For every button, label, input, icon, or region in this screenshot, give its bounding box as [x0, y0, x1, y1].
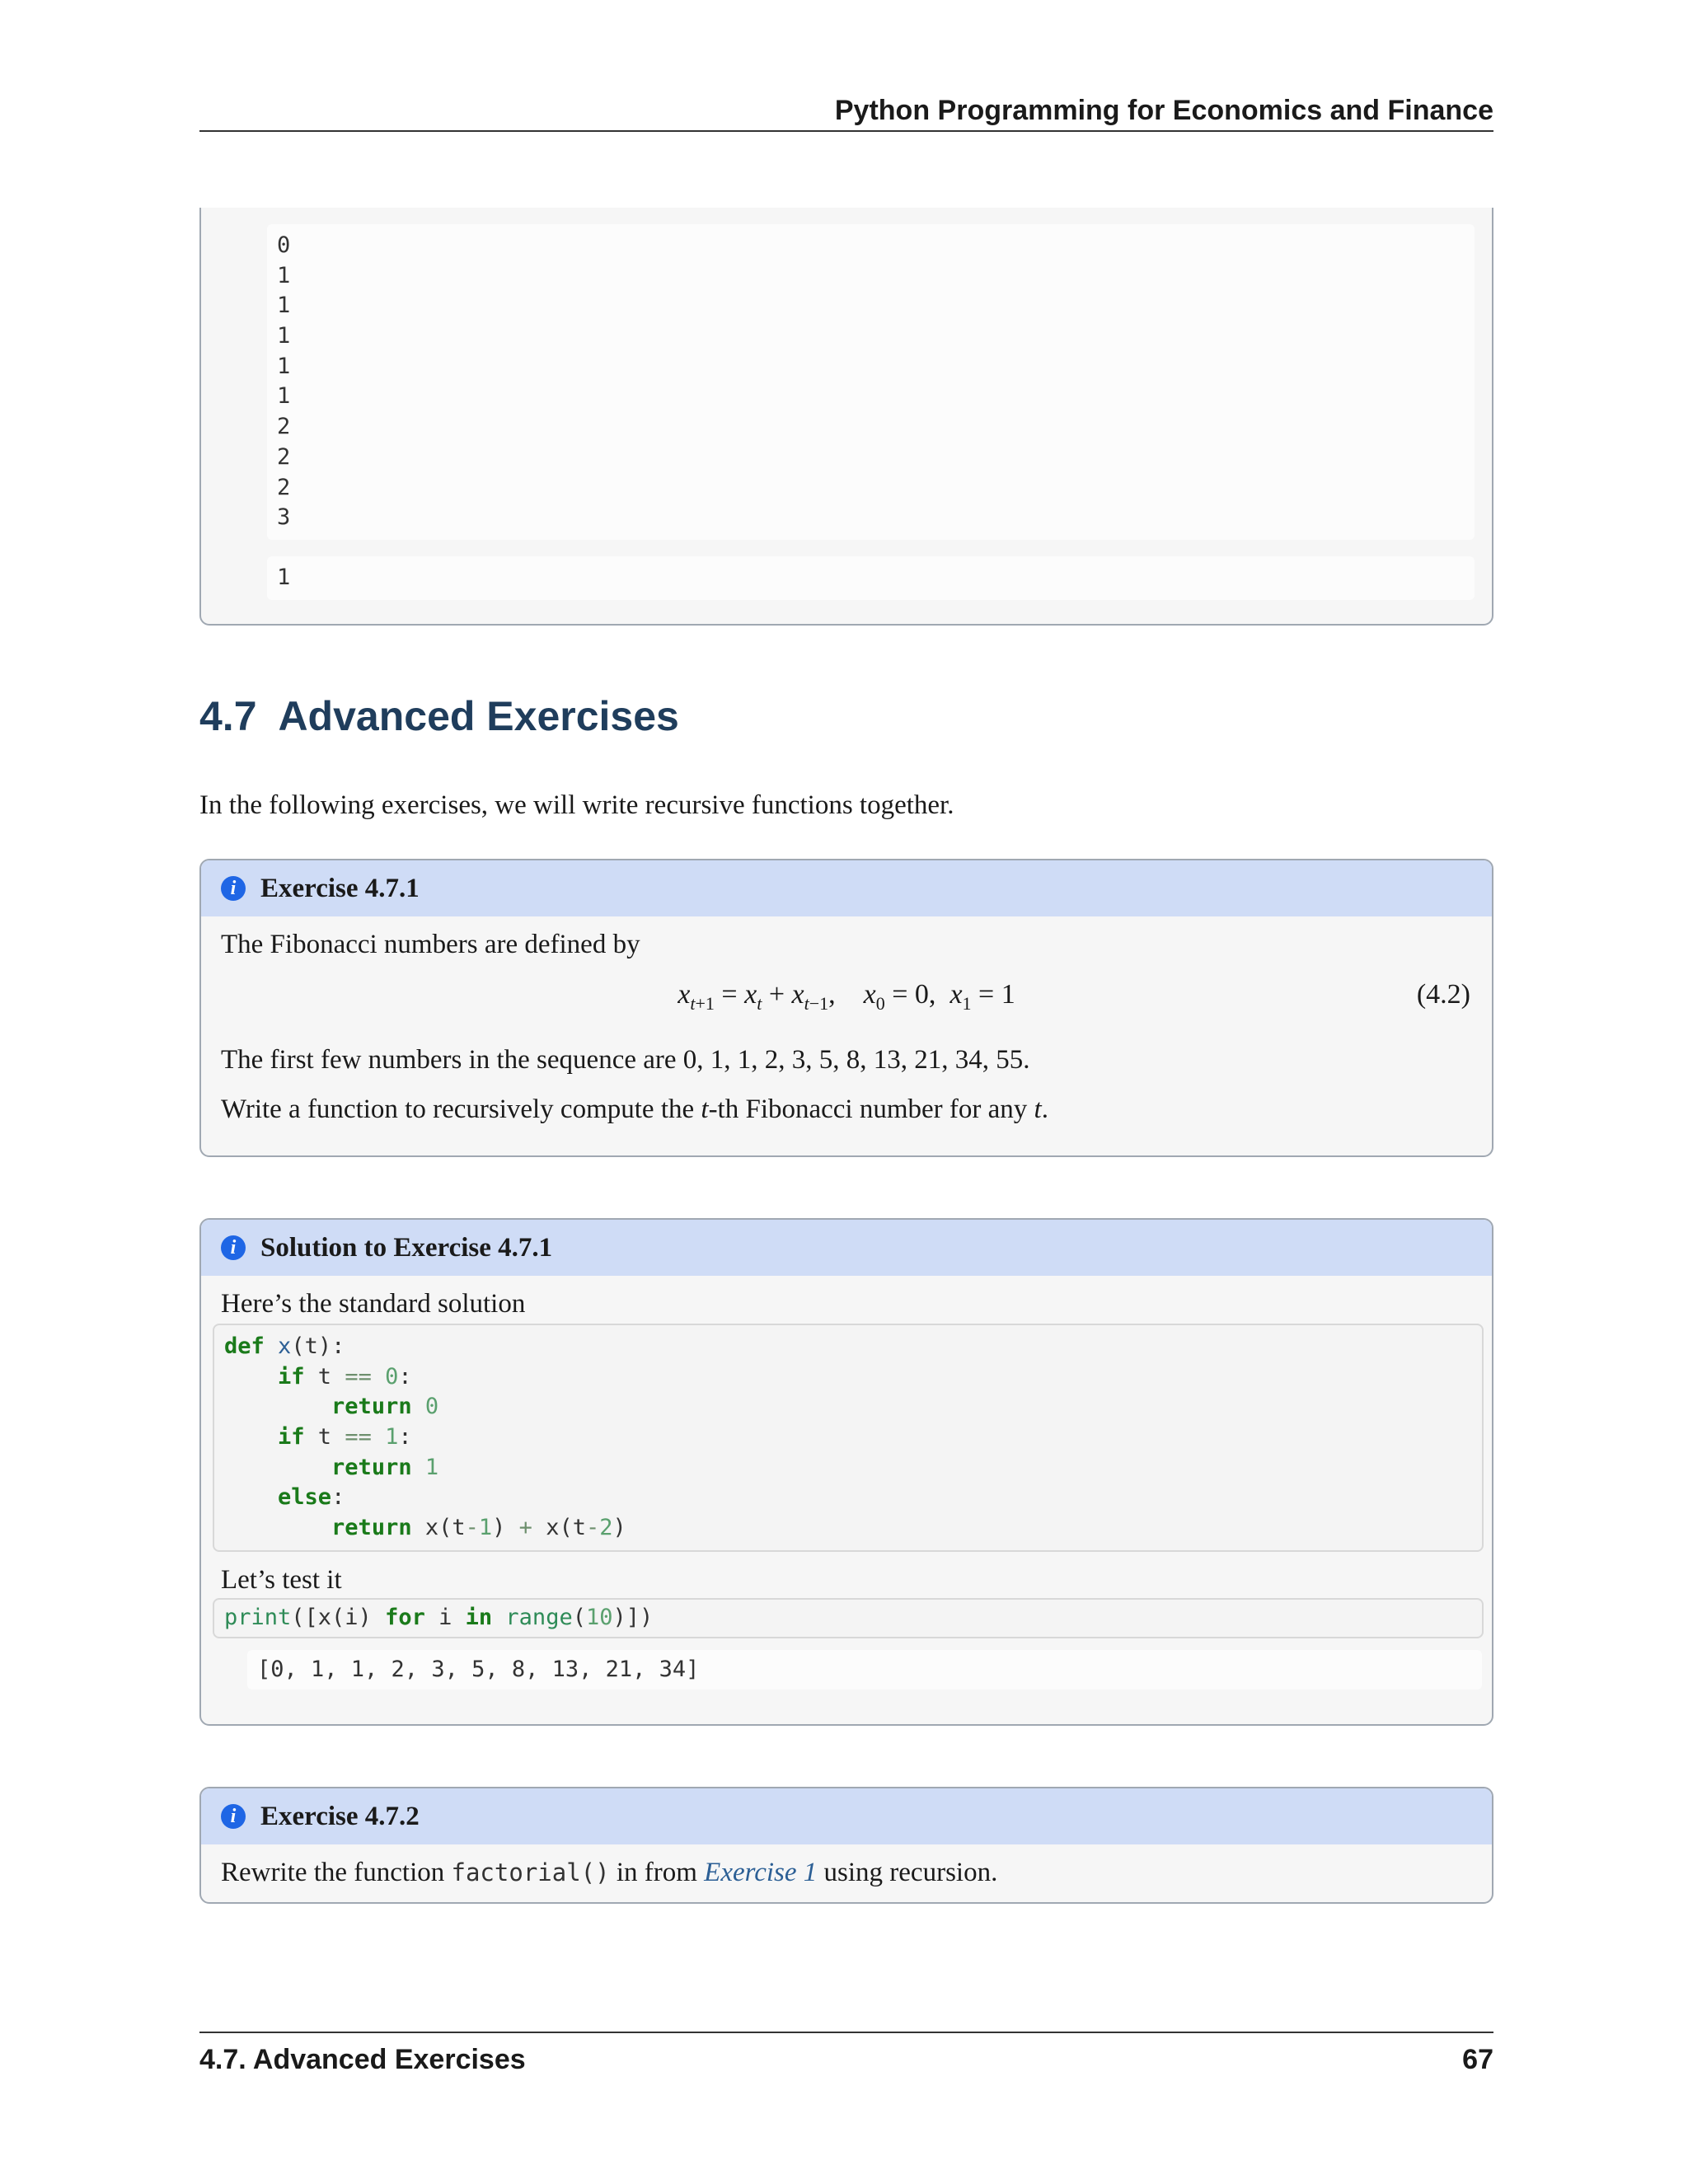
- inline-code: factorial(): [451, 1858, 610, 1886]
- output-block: [267, 224, 1475, 540]
- exercise-text: The Fibonacci numbers are defined by: [221, 930, 640, 959]
- solution-box: [199, 1218, 1493, 1726]
- output-line: 1: [277, 353, 291, 379]
- section-intro: In the following exercises, we will write recursive functions together.: [199, 790, 954, 820]
- book-title: Python Programming for Economics and Finance: [834, 95, 1493, 126]
- section-number: 4.7: [199, 693, 257, 739]
- code-block-test: [213, 1598, 1484, 1638]
- info-icon: i: [221, 876, 246, 901]
- code-line: if t == 0:: [278, 1363, 412, 1390]
- output-line: 2: [277, 443, 291, 470]
- task-text-start: Write a function to recursively compute the: [221, 1094, 701, 1124]
- math-var-t: t: [701, 1094, 709, 1124]
- exercise-header: [201, 1788, 1492, 1844]
- result-block: [267, 556, 1475, 600]
- output-line: 2: [277, 474, 291, 500]
- section-title: Advanced Exercises: [278, 693, 679, 739]
- output-line: 1: [277, 293, 291, 319]
- output-line: 1: [277, 262, 291, 288]
- exercise-title: Exercise 4.7.1: [260, 873, 420, 903]
- exercise-body: [201, 1854, 1492, 1891]
- task-text-mid: in from: [609, 1858, 705, 1887]
- page-number: 67: [1462, 2044, 1493, 2075]
- solution-header: [201, 1220, 1492, 1276]
- section-heading: [199, 692, 679, 740]
- code-line: else:: [278, 1484, 345, 1511]
- test-output-block: [247, 1650, 1482, 1690]
- exercise-text: [221, 1854, 1472, 1891]
- result-line: 1: [277, 565, 291, 590]
- code-line: return x(t-1) + x(t-2): [331, 1515, 626, 1541]
- code-line: def x(t):: [224, 1333, 345, 1359]
- task-text-end: .: [1041, 1094, 1048, 1124]
- sequence-intro: The first few numbers in the sequence are: [221, 1045, 683, 1075]
- exercise-title: Exercise 4.7.2: [260, 1801, 420, 1831]
- fibonacci-equation: $x_{t+1} = x_t + x_{t-1}$, $x_0 = 0$, $x_1 = 1$: [678, 979, 1015, 1014]
- info-icon: i: [221, 1804, 246, 1829]
- exercise-text: [221, 1042, 1472, 1078]
- exercise-header: [201, 860, 1492, 916]
- test-output: [0, 1, 1, 2, 3, 5, 8, 13, 21, 34]: [257, 1656, 700, 1682]
- output-line: 2: [277, 414, 291, 440]
- test-label: Let’s test it: [221, 1564, 342, 1595]
- code-line: print([x(i) for i in range(10)]): [224, 1604, 654, 1630]
- math-var-t: t: [1034, 1094, 1042, 1124]
- running-header: [199, 91, 1493, 132]
- output-line: 1: [277, 323, 291, 349]
- task-text-end: using recursion.: [817, 1858, 998, 1887]
- output-line: 0: [277, 232, 291, 258]
- exercise-box-1: [199, 859, 1493, 1157]
- footer-section: 4.7. Advanced Exercises: [199, 2044, 526, 2075]
- code-line: return 0: [331, 1394, 439, 1420]
- output-line: 3: [277, 504, 291, 531]
- exercise-text: [221, 1091, 1472, 1127]
- equation-number: (4.2): [1416, 979, 1470, 1010]
- page-footer: [199, 2032, 1493, 2076]
- code-line: return 1: [331, 1454, 439, 1480]
- exercise-body: [201, 926, 1492, 1127]
- equation-row: [221, 963, 1472, 1037]
- task-text-start: Rewrite the function: [221, 1858, 452, 1887]
- continued-output-box: [199, 208, 1493, 626]
- code-line: if t == 1:: [278, 1424, 412, 1451]
- sequence-values: 0, 1, 1, 2, 3, 5, 8, 13, 21, 34, 55.: [682, 1045, 1030, 1075]
- exercise-link[interactable]: Exercise 1: [704, 1858, 818, 1887]
- code-block-fibonacci: [213, 1324, 1484, 1552]
- exercise-box-2: [199, 1787, 1493, 1904]
- solution-body: [201, 1286, 1492, 1690]
- info-icon: i: [221, 1235, 246, 1260]
- task-text-mid: -th Fibonacci number for any: [708, 1094, 1034, 1124]
- solution-intro: Here’s the standard solution: [221, 1289, 526, 1319]
- output-line: 1: [277, 383, 291, 410]
- solution-title: Solution to Exercise 4.7.1: [260, 1232, 553, 1263]
